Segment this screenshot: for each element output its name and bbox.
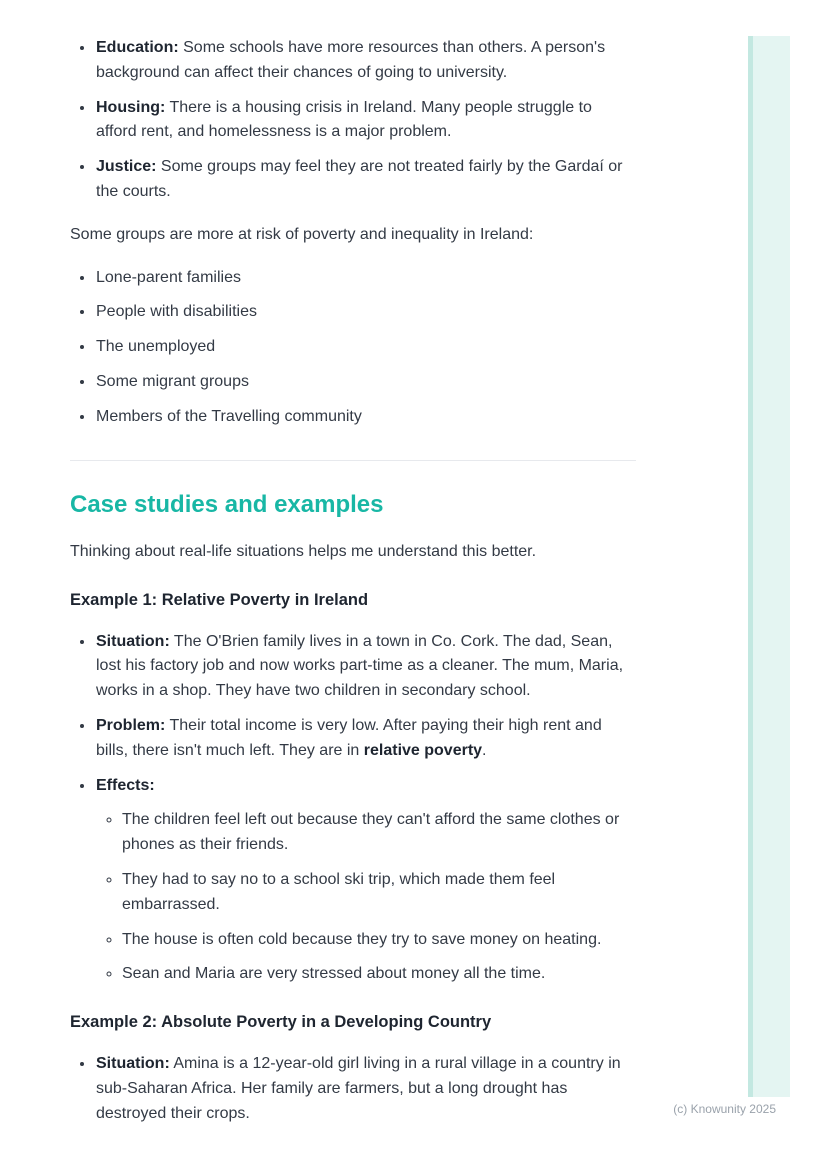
list-item (95, 714, 636, 764)
example2-list (70, 1052, 636, 1126)
list-item: • People with disabilities (95, 300, 636, 325)
item-text: Amina is a 12-year-old girl living in a rural village in a country in sub-Saharan Africa. Her family are farmers, but a long drought has destroyed their crops. (96, 1055, 621, 1122)
item-label: Situation: (96, 1055, 170, 1073)
list-item (95, 774, 636, 988)
item-text: Some groups may feel they are not treated fairly by the Gardaí or the courts. (96, 158, 623, 200)
item-text: There is a housing crisis in Ireland. Many people struggle to afford rent, and homelessness is a major problem. (96, 98, 592, 141)
list-item: • Members of the Travelling community (95, 405, 636, 430)
section-heading: Case studies and examples (70, 490, 384, 518)
item-label: Justice: (96, 158, 157, 176)
page-side-strip (748, 36, 790, 1097)
list-item (95, 96, 636, 146)
example1-list (70, 630, 636, 988)
item-label: Housing: (96, 98, 166, 116)
list-item (95, 155, 636, 205)
list-item: ◦ The house is often cold because they try to save money on heating. (122, 928, 636, 953)
example2-title: Example 2: Absolute Poverty in a Developing Country (70, 1013, 492, 1032)
item-label: Effects: (96, 776, 155, 794)
list-item: • Some migrant groups (95, 370, 636, 395)
section-intro-paragraph: Thinking about real-life situations helps me understand this better. (70, 542, 537, 560)
page-side-strip-border (748, 36, 753, 1097)
item-text: The O'Brien family lives in a town in Co. Cork. The dad, Sean, lost his factory job and now works part-time as a cleaner. The mum, Maria, works in a shop. They have two children in secondary school. (96, 632, 624, 700)
risk-groups-list (70, 266, 636, 430)
risk-intro-paragraph: Some groups are more at risk of poverty and inequality in Ireland: (70, 225, 534, 243)
watermark: (c) Knowunity 2025 (673, 1102, 776, 1116)
list-item: • The unemployed (95, 335, 636, 360)
example1-title: Example 1: Relative Poverty in Ireland (70, 590, 369, 609)
section-divider (70, 460, 636, 461)
inequality-list (70, 36, 636, 205)
item-label: Problem: (96, 717, 166, 735)
list-item: ◦ The children feel left out because they can't afford the same clothes or phones as their friends. (122, 808, 636, 858)
list-item: ◦ They had to say no to a school ski trip, which made them feel embarrassed. (122, 868, 636, 918)
item-text: . (482, 741, 487, 759)
list-item (95, 630, 636, 704)
list-item: ◦ Sean and Maria are very stressed about money all the time. (122, 962, 636, 987)
list-item (95, 36, 636, 86)
item-label: Situation: (96, 632, 170, 650)
item-bold-text: relative poverty (363, 741, 483, 759)
list-item: • Lone-parent families (95, 266, 636, 291)
item-label: Education: (96, 39, 179, 56)
item-text: Some schools have more resources than others. A person's background can affect their chances of going to university. (96, 39, 606, 81)
item-text: Their total income is very low. After paying their high rent and bills, there isn't much left. They are in (96, 717, 602, 759)
effects-list (96, 808, 636, 987)
document-content (70, 36, 636, 1145)
list-item (95, 1052, 636, 1126)
